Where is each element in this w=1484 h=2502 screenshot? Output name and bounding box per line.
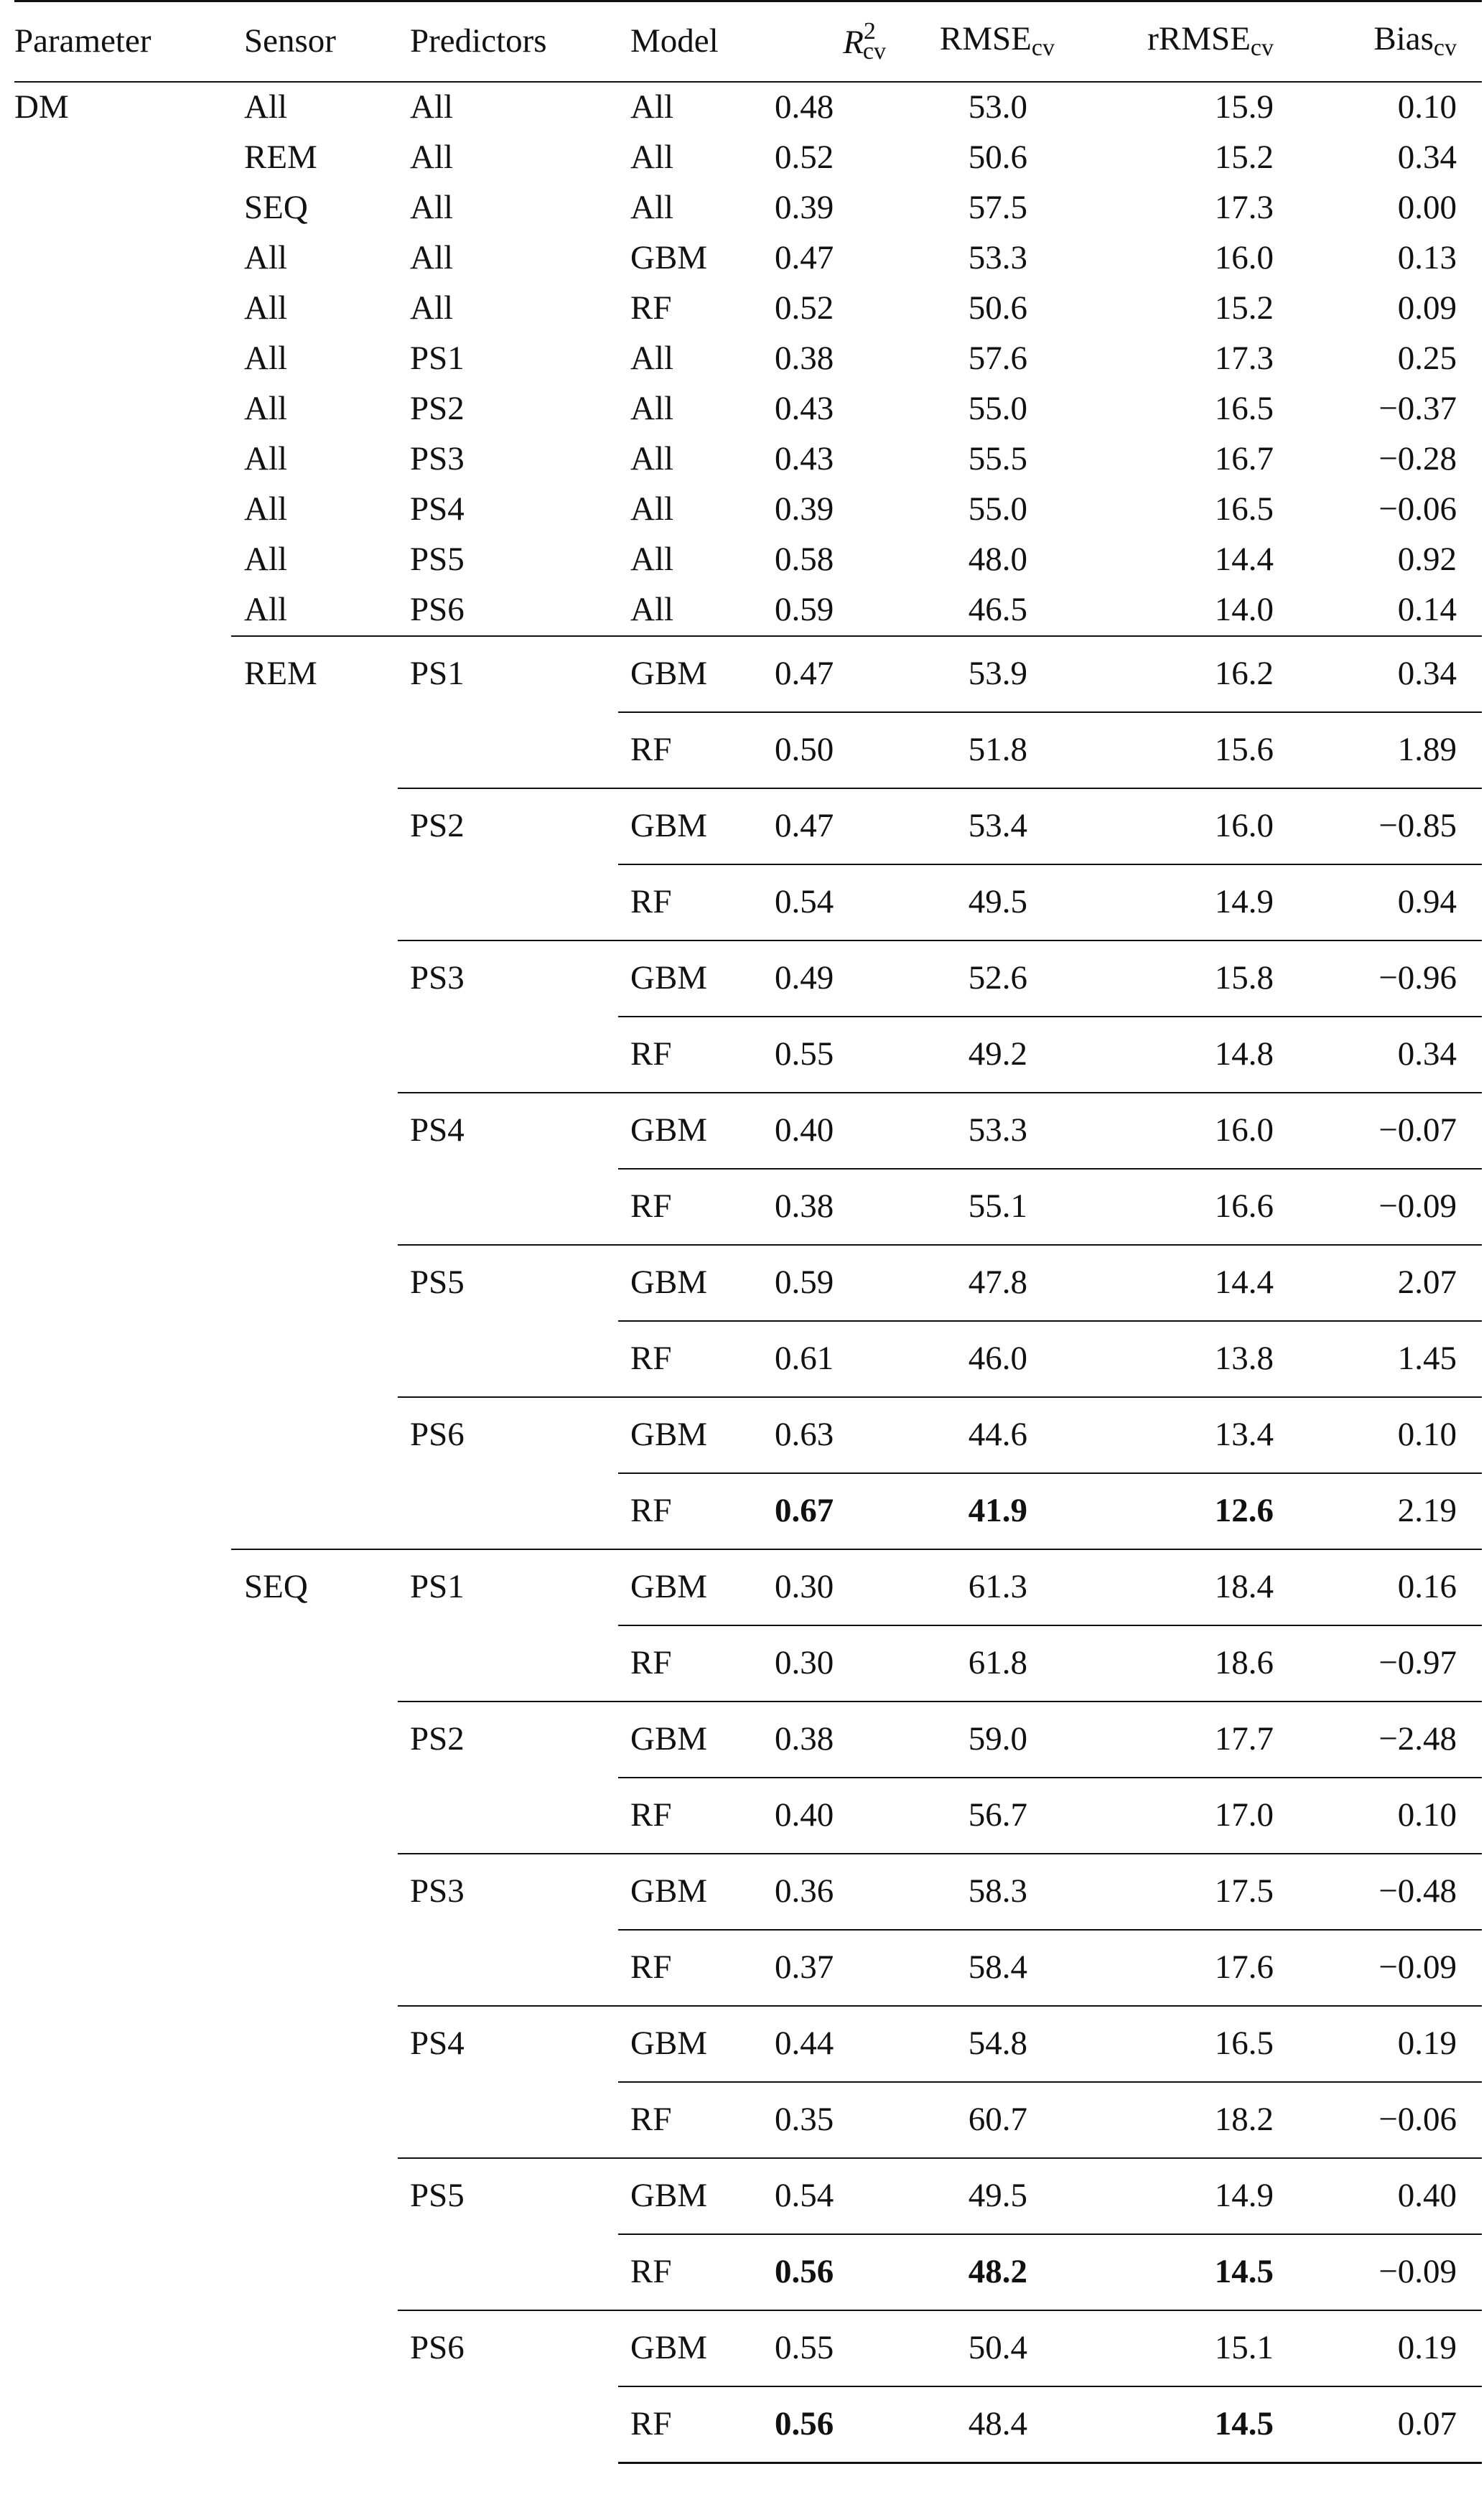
model-cell: GBM <box>618 1093 775 1169</box>
model-cell: GBM <box>618 1854 775 1930</box>
predictors-cell: PS1 <box>398 636 618 788</box>
predictors-cell: PS3 <box>398 1854 618 2006</box>
bias-cell: 0.00 <box>1397 189 1457 226</box>
rrmse-cell: 18.2 <box>1091 2082 1306 2158</box>
rmse-cell: 55.1 <box>886 1169 1091 1245</box>
r2-cell: 0.38 <box>775 1702 886 1778</box>
rrmse-cell: 17.0 <box>1091 1778 1306 1854</box>
header-rmse-sub: cv <box>1031 34 1055 62</box>
rrmse-cell: 15.1 <box>1091 2310 1306 2386</box>
header-rmse <box>886 1 1091 82</box>
r2-cell: 0.47 <box>775 636 886 712</box>
parameter-cell <box>14 434 231 485</box>
rmse-cell: 44.6 <box>886 1397 1091 1473</box>
predictors-cell: All <box>410 189 454 226</box>
rmse-cell: 50.4 <box>886 2310 1091 2386</box>
rrmse-cell: 14.9 <box>1091 864 1306 940</box>
model-cell: All <box>630 139 674 176</box>
rmse-cell: 57.5 <box>968 189 1027 226</box>
model-cell: GBM <box>618 2158 775 2234</box>
r2-cell: 0.63 <box>775 1397 886 1473</box>
bias-cell: 0.10 <box>1306 1778 1482 1854</box>
rrmse-cell: 15.2 <box>1214 139 1274 176</box>
model-cell: All <box>630 390 674 427</box>
header-rrmse-base: rRMSE <box>1147 20 1251 58</box>
header-r2-sub: cv <box>862 37 886 65</box>
bias-cell: 0.25 <box>1397 340 1457 377</box>
rmse-cell: 49.5 <box>886 2158 1091 2234</box>
rmse-cell: 55.0 <box>968 490 1027 528</box>
r2-cell: 0.49 <box>775 940 886 1017</box>
predictors-cell: PS5 <box>398 1245 618 1397</box>
rrmse-cell: 14.8 <box>1091 1017 1306 1093</box>
rrmse-cell: 15.2 <box>1214 289 1274 327</box>
model-cell: GBM <box>618 2310 775 2386</box>
header-bias-base: Bias <box>1373 20 1434 58</box>
rrmse-cell: 16.0 <box>1091 1093 1306 1169</box>
predictors-cell: PS1 <box>410 340 465 377</box>
parameter-cell <box>14 485 231 535</box>
r2-cell: 0.59 <box>775 1245 886 1321</box>
bias-cell: −0.07 <box>1306 1093 1482 1169</box>
table-row <box>14 434 1482 485</box>
rrmse-cell: 18.6 <box>1091 1625 1306 1702</box>
model-cell: RF <box>618 1017 775 1093</box>
rmse-cell: 46.5 <box>968 591 1027 628</box>
parameter-cell <box>14 585 231 636</box>
model-cell: RF <box>618 864 775 940</box>
rmse-cell: 61.3 <box>886 1549 1091 1625</box>
model-cell: GBM <box>618 1245 775 1321</box>
model-cell: All <box>630 189 674 226</box>
parameter-cell <box>14 384 231 434</box>
header-parameter <box>14 1 231 82</box>
r2-cell: 0.50 <box>775 712 886 788</box>
predictors-cell: PS5 <box>398 2158 618 2310</box>
table-row <box>14 82 1482 133</box>
predictors-cell: PS2 <box>398 1702 618 1854</box>
sensor-cell: All <box>244 390 288 427</box>
rmse-cell: 51.8 <box>886 712 1091 788</box>
sensor-cell: SEQ <box>244 189 308 226</box>
rmse-cell: 53.9 <box>886 636 1091 712</box>
rmse-cell: 56.7 <box>886 1778 1091 1854</box>
r2-cell: 0.44 <box>775 2006 886 2082</box>
model-cell: All <box>630 490 674 528</box>
bias-cell: 2.07 <box>1306 1245 1482 1321</box>
rmse-cell: 55.5 <box>968 440 1027 477</box>
rrmse-cell: 14.5 <box>1091 2386 1306 2463</box>
bias-cell: 0.92 <box>1397 541 1457 578</box>
bias-cell: −0.37 <box>1378 390 1457 427</box>
model-cell: RF <box>618 2082 775 2158</box>
sensor-cell: All <box>244 440 288 477</box>
header-sensor <box>231 1 398 82</box>
bias-cell: −0.97 <box>1306 1625 1482 1702</box>
predictors-cell: PS4 <box>398 2006 618 2158</box>
model-cell: All <box>630 541 674 578</box>
rmse-cell: 41.9 <box>886 1473 1091 1549</box>
bias-cell: 0.34 <box>1306 636 1482 712</box>
r2-cell: 0.35 <box>775 2082 886 2158</box>
rrmse-cell: 16.5 <box>1214 490 1274 528</box>
predictors-cell: PS3 <box>410 440 465 477</box>
bias-cell: 0.40 <box>1306 2158 1482 2234</box>
rmse-cell: 53.0 <box>968 88 1027 126</box>
bias-cell: 0.19 <box>1306 2006 1482 2082</box>
rmse-cell: 48.0 <box>968 541 1027 578</box>
rmse-cell: 49.5 <box>886 864 1091 940</box>
r2-cell: 0.59 <box>775 591 834 628</box>
header-bias <box>1306 1 1482 82</box>
rrmse-cell: 17.7 <box>1091 1702 1306 1778</box>
header-r2-base: R <box>843 23 864 61</box>
model-cell: RF <box>618 1778 775 1854</box>
r2-cell: 0.55 <box>775 2310 886 2386</box>
table-row <box>14 585 1482 636</box>
rrmse-cell: 16.5 <box>1091 2006 1306 2082</box>
predictors-cell: All <box>410 239 454 276</box>
rmse-cell: 48.4 <box>886 2386 1091 2463</box>
predictors-cell: PS6 <box>410 591 465 628</box>
header-predictors-label: Predictors <box>410 22 547 60</box>
table-row <box>14 233 1482 284</box>
predictors-cell: PS4 <box>410 490 465 528</box>
predictors-cell: All <box>410 289 454 327</box>
table-row <box>14 284 1482 334</box>
model-cell: RF <box>618 2234 775 2310</box>
bias-cell: −0.09 <box>1306 1930 1482 2006</box>
rrmse-cell: 16.6 <box>1091 1169 1306 1245</box>
table-row <box>14 183 1482 233</box>
predictors-cell: PS6 <box>398 1397 618 1549</box>
r2-cell: 0.47 <box>775 239 834 276</box>
rmse-cell: 47.8 <box>886 1245 1091 1321</box>
predictors-cell: All <box>410 139 454 176</box>
sensor-cell: All <box>244 490 288 528</box>
sensor-cell: All <box>244 591 288 628</box>
r2-cell: 0.55 <box>775 1017 886 1093</box>
r2-cell: 0.43 <box>775 440 834 477</box>
model-cell: RF <box>618 1625 775 1702</box>
rmse-cell: 50.6 <box>968 139 1027 176</box>
sensor-cell: All <box>244 289 288 327</box>
rmse-cell: 61.8 <box>886 1625 1091 1702</box>
model-cell: All <box>630 591 674 628</box>
sensor-cell: All <box>244 88 288 126</box>
rrmse-cell: 13.4 <box>1091 1397 1306 1473</box>
bias-cell: −0.09 <box>1306 1169 1482 1245</box>
header-rrmse <box>1091 1 1306 82</box>
parameter-cell <box>14 183 231 233</box>
r2-cell: 0.54 <box>775 864 886 940</box>
results-table <box>14 0 1482 2464</box>
rrmse-cell: 14.0 <box>1214 591 1274 628</box>
model-cell: RF <box>618 1473 775 1549</box>
rmse-cell: 46.0 <box>886 1321 1091 1397</box>
rrmse-cell: 13.8 <box>1091 1321 1306 1397</box>
sensor-cell: REM <box>231 636 398 1549</box>
r2-cell: 0.52 <box>775 289 834 327</box>
bias-cell: −0.28 <box>1378 440 1457 477</box>
model-cell: RF <box>630 289 672 327</box>
table-row <box>14 485 1482 535</box>
rrmse-cell: 14.4 <box>1091 1245 1306 1321</box>
header-parameter-label: Parameter <box>14 22 151 60</box>
bias-cell: 2.19 <box>1306 1473 1482 1549</box>
rmse-cell: 52.6 <box>886 940 1091 1017</box>
predictors-cell: PS6 <box>398 2310 618 2463</box>
rmse-cell: 53.3 <box>886 1093 1091 1169</box>
rmse-cell: 58.4 <box>886 1930 1091 2006</box>
r2-cell: 0.30 <box>775 1549 886 1625</box>
r2-cell: 0.56 <box>775 2234 886 2310</box>
sensor-cell: All <box>244 541 288 578</box>
parameter-cell <box>14 1549 231 2463</box>
bias-cell: 0.09 <box>1397 289 1457 327</box>
rrmse-cell: 14.5 <box>1091 2234 1306 2310</box>
r2-cell: 0.38 <box>775 1169 886 1245</box>
rmse-cell: 49.2 <box>886 1017 1091 1093</box>
table-row <box>14 384 1482 434</box>
header-r2-sup: 2 <box>863 17 876 45</box>
r2-cell: 0.56 <box>775 2386 886 2463</box>
rmse-cell: 54.8 <box>886 2006 1091 2082</box>
parameter-cell: DM <box>14 88 69 126</box>
predictors-cell: PS1 <box>398 1549 618 1702</box>
parameter-cell <box>14 535 231 585</box>
model-cell: RF <box>618 1930 775 2006</box>
rrmse-cell: 15.9 <box>1214 88 1274 126</box>
bias-cell: 0.13 <box>1397 239 1457 276</box>
model-cell: GBM <box>618 940 775 1017</box>
model-cell: RF <box>618 712 775 788</box>
bias-cell: −0.48 <box>1306 1854 1482 1930</box>
bias-cell: −0.06 <box>1378 490 1457 528</box>
parameter-cell <box>14 133 231 183</box>
header-sensor-label: Sensor <box>244 22 336 60</box>
sensor-cell: SEQ <box>231 1549 398 2463</box>
rmse-cell: 48.2 <box>886 2234 1091 2310</box>
predictors-cell: PS2 <box>398 788 618 940</box>
rrmse-cell: 17.3 <box>1214 340 1274 377</box>
r2-cell: 0.67 <box>775 1473 886 1549</box>
rmse-cell: 60.7 <box>886 2082 1091 2158</box>
rrmse-cell: 16.5 <box>1214 390 1274 427</box>
rrmse-cell: 14.4 <box>1214 541 1274 578</box>
header-r2 <box>775 1 886 82</box>
sensor-cell: All <box>244 340 288 377</box>
model-cell: GBM <box>618 2006 775 2082</box>
table-row <box>14 1549 1482 1625</box>
rmse-cell: 53.3 <box>968 239 1027 276</box>
model-cell: RF <box>618 2386 775 2463</box>
model-cell: All <box>630 340 674 377</box>
parameter-cell <box>14 334 231 384</box>
rrmse-cell: 16.2 <box>1091 636 1306 712</box>
table-row <box>14 535 1482 585</box>
rrmse-cell: 12.6 <box>1091 1473 1306 1549</box>
bias-cell: 0.16 <box>1306 1549 1482 1625</box>
table-row <box>14 133 1482 183</box>
header-model <box>618 1 775 82</box>
r2-cell: 0.48 <box>775 88 834 126</box>
bias-cell: 0.07 <box>1306 2386 1482 2463</box>
predictors-cell: PS4 <box>398 1093 618 1245</box>
rrmse-cell: 18.4 <box>1091 1549 1306 1625</box>
rrmse-cell: 16.0 <box>1214 239 1274 276</box>
r2-cell: 0.38 <box>775 340 834 377</box>
bias-cell: −2.48 <box>1306 1702 1482 1778</box>
model-cell: RF <box>618 1169 775 1245</box>
predictors-cell: PS2 <box>410 390 465 427</box>
model-cell: GBM <box>618 1397 775 1473</box>
r2-cell: 0.37 <box>775 1930 886 2006</box>
predictors-cell: PS3 <box>398 940 618 1093</box>
predictors-cell: All <box>410 88 454 126</box>
r2-cell: 0.47 <box>775 788 886 864</box>
model-cell: All <box>630 440 674 477</box>
table-row <box>14 334 1482 384</box>
r2-cell: 0.54 <box>775 2158 886 2234</box>
bias-cell: 1.45 <box>1306 1321 1482 1397</box>
model-cell: GBM <box>618 1549 775 1625</box>
bias-cell: −0.09 <box>1306 2234 1482 2310</box>
model-cell: GBM <box>618 1702 775 1778</box>
parameter-cell <box>14 636 231 1549</box>
r2-cell: 0.39 <box>775 490 834 528</box>
rmse-cell: 58.3 <box>886 1854 1091 1930</box>
r2-cell: 0.61 <box>775 1321 886 1397</box>
header-rmse-base: RMSE <box>939 20 1032 58</box>
sensor-cell: All <box>244 239 288 276</box>
bias-cell: −0.06 <box>1306 2082 1482 2158</box>
r2-cell: 0.58 <box>775 541 834 578</box>
r2-cell: 0.40 <box>775 1093 886 1169</box>
r2-cell: 0.30 <box>775 1625 886 1702</box>
model-cell: RF <box>618 1321 775 1397</box>
rmse-cell: 50.6 <box>968 289 1027 327</box>
rmse-cell: 57.6 <box>968 340 1027 377</box>
predictors-cell: PS5 <box>410 541 465 578</box>
r2-cell: 0.39 <box>775 189 834 226</box>
bias-cell: 0.94 <box>1306 864 1482 940</box>
rmse-cell: 59.0 <box>886 1702 1091 1778</box>
sensor-cell: REM <box>244 139 317 176</box>
model-cell: GBM <box>630 239 708 276</box>
rrmse-cell: 15.6 <box>1091 712 1306 788</box>
bias-cell: 1.89 <box>1306 712 1482 788</box>
model-cell: GBM <box>618 636 775 712</box>
header-row <box>14 1 1482 82</box>
rmse-cell: 53.4 <box>886 788 1091 864</box>
bias-cell: 0.34 <box>1306 1017 1482 1093</box>
parameter-cell <box>14 284 231 334</box>
rrmse-cell: 14.9 <box>1091 2158 1306 2234</box>
r2-cell: 0.52 <box>775 139 834 176</box>
bias-cell: 0.10 <box>1397 88 1457 126</box>
bias-cell: −0.96 <box>1306 940 1482 1017</box>
header-model-label: Model <box>630 22 719 60</box>
bias-cell: 0.14 <box>1397 591 1457 628</box>
parameter-cell <box>14 233 231 284</box>
header-predictors <box>398 1 618 82</box>
r2-cell: 0.43 <box>775 390 834 427</box>
header-rrmse-sub: cv <box>1250 34 1274 62</box>
bias-cell: 0.19 <box>1306 2310 1482 2386</box>
model-cell: All <box>630 88 674 126</box>
rmse-cell: 55.0 <box>968 390 1027 427</box>
rrmse-cell: 17.6 <box>1091 1930 1306 2006</box>
table-body <box>14 82 1482 2463</box>
header-bias-sub: cv <box>1433 34 1457 62</box>
table-row <box>14 636 1482 712</box>
r2-cell: 0.40 <box>775 1778 886 1854</box>
rrmse-cell: 17.5 <box>1091 1854 1306 1930</box>
rrmse-cell: 17.3 <box>1214 189 1274 226</box>
r2-cell: 0.36 <box>775 1854 886 1930</box>
rrmse-cell: 16.7 <box>1214 440 1274 477</box>
bias-cell: 0.10 <box>1306 1397 1482 1473</box>
rrmse-cell: 16.0 <box>1091 788 1306 864</box>
bias-cell: −0.85 <box>1306 788 1482 864</box>
rrmse-cell: 15.8 <box>1091 940 1306 1017</box>
model-cell: GBM <box>618 788 775 864</box>
bias-cell: 0.34 <box>1397 139 1457 176</box>
